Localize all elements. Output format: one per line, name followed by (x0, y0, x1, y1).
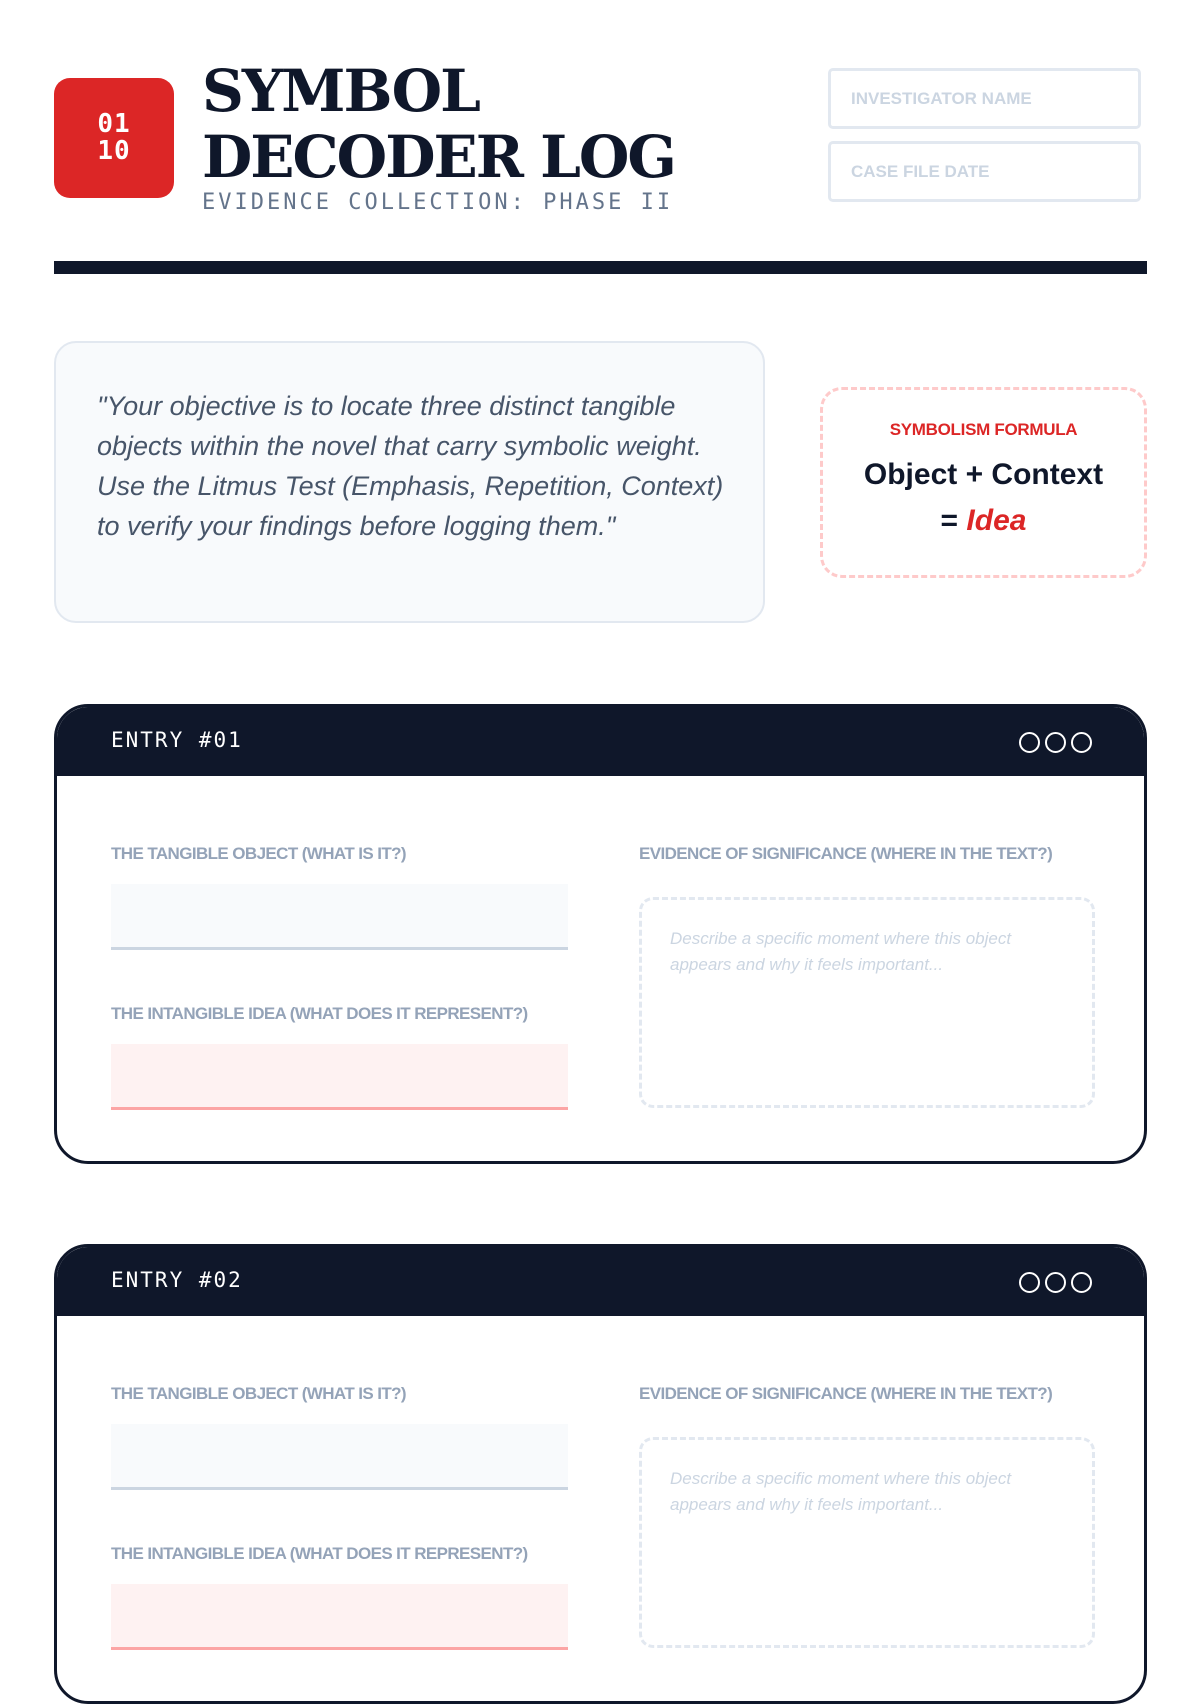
header-divider (54, 261, 1147, 274)
circle-icon (1045, 732, 1066, 753)
page-subtitle: EVIDENCE COLLECTION: PHASE II (202, 190, 674, 215)
entry-header (57, 707, 1144, 776)
tangible-object-input[interactable] (111, 1424, 568, 1490)
mission-callout: "Your objective is to locate three distinct tangible objects within the novel that carry symbolic weight. Use the Litmus Test (Emphasis, Repetition, Context) to verify your findings before logging them." (54, 341, 765, 623)
window-controls (1019, 732, 1092, 753)
entry-card-1 (54, 704, 1147, 1164)
page-title: SYMBOL DECODER LOG (202, 57, 675, 191)
investigator-name-input[interactable] (828, 68, 1141, 129)
formula-equals: = (940, 504, 967, 537)
idea-label: THE INTANGIBLE IDEA (WHAT DOES IT REPRESENT?) (111, 1004, 528, 1023)
entry-title: ENTRY #02 (111, 1268, 243, 1292)
evidence-textarea[interactable] (639, 1437, 1095, 1648)
evidence-textarea[interactable] (639, 897, 1095, 1108)
logo-line-1: 01 (97, 109, 131, 139)
symbolism-formula-card (820, 387, 1147, 578)
circle-icon (1071, 1272, 1092, 1293)
object-label: THE TANGIBLE OBJECT (WHAT IS IT?) (111, 1384, 406, 1403)
formula-equation (823, 452, 1144, 544)
intangible-idea-input[interactable] (111, 1584, 568, 1650)
binary-badge-icon (54, 78, 174, 198)
circle-icon (1019, 1272, 1040, 1293)
formula-label: SYMBOLISM FORMULA (889, 420, 1078, 439)
idea-label: THE INTANGIBLE IDEA (WHAT DOES IT REPRESENT?) (111, 1544, 528, 1563)
circle-icon (1045, 1272, 1066, 1293)
page-header (54, 58, 1147, 218)
circle-icon (1019, 732, 1040, 753)
evidence-label: EVIDENCE OF SIGNIFICANCE (WHERE IN THE TEXT?) (639, 1384, 1053, 1403)
object-label: THE TANGIBLE OBJECT (WHAT IS IT?) (111, 844, 406, 863)
logo-line-2: 10 (97, 136, 131, 166)
entry-title: ENTRY #01 (111, 728, 243, 752)
formula-line-1: Object + Context (863, 458, 1104, 491)
tangible-object-input[interactable] (111, 884, 568, 950)
case-file-date-input[interactable] (828, 141, 1141, 202)
intangible-idea-input[interactable] (111, 1044, 568, 1110)
evidence-label: EVIDENCE OF SIGNIFICANCE (WHERE IN THE TEXT?) (639, 844, 1053, 863)
formula-line-2 (823, 498, 1144, 544)
entry-card-2 (54, 1244, 1147, 1704)
circle-icon (1071, 732, 1092, 753)
entry-header (57, 1247, 1144, 1316)
formula-result: Idea (966, 504, 1027, 537)
window-controls (1019, 1272, 1092, 1293)
